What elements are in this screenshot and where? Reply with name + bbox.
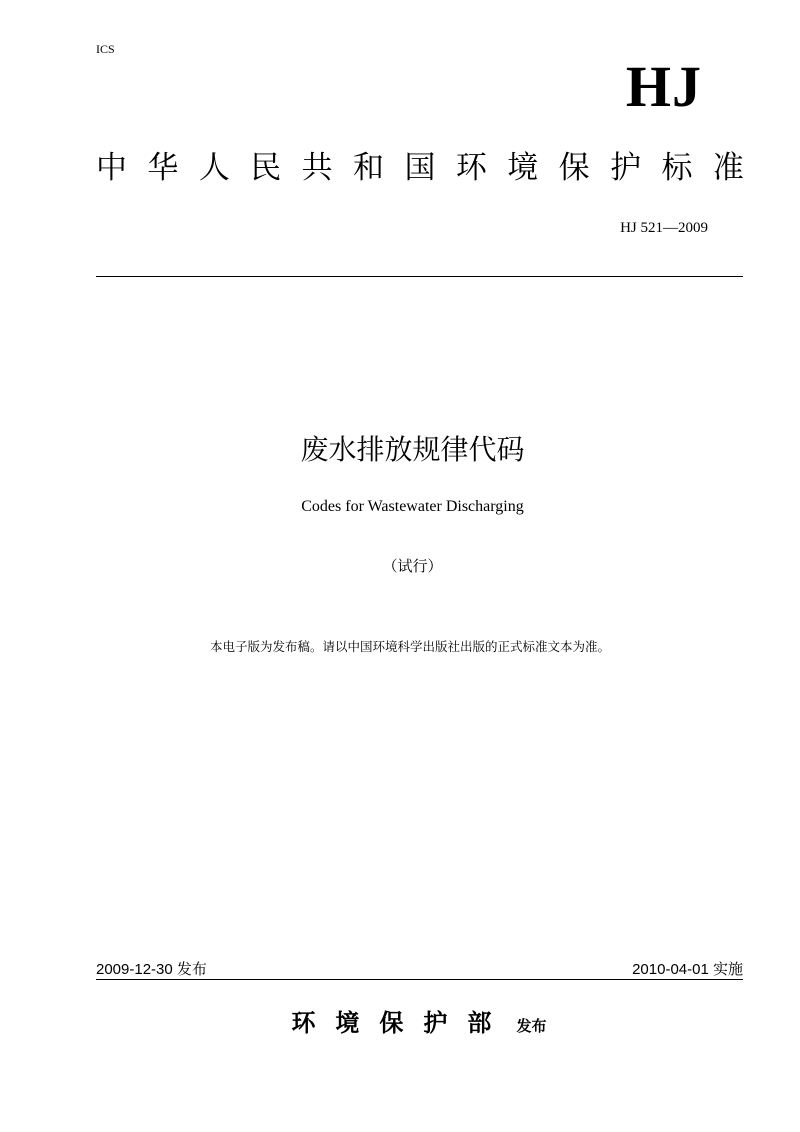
org-char: 标	[661, 150, 693, 186]
publisher-suffix: 发布	[516, 1017, 547, 1035]
hj-logo: HJ	[625, 54, 702, 119]
document-title-english: Codes for Wastewater Discharging	[301, 498, 524, 515]
org-char: 保	[558, 150, 590, 186]
org-char: 国	[404, 150, 436, 186]
publisher-name: 环境保护部	[291, 1009, 512, 1037]
org-char: 准	[712, 150, 744, 186]
org-char: 环	[455, 150, 487, 186]
org-char: 和	[353, 150, 385, 186]
org-char: 中	[96, 150, 127, 186]
implementation-date: 2010-04-01 实施	[632, 961, 743, 978]
bottom-divider	[96, 979, 743, 980]
standard-organization-heading	[96, 150, 744, 187]
ics-label: ICS	[96, 42, 115, 56]
electronic-version-notice: 本电子版为发布稿。请以中国环境科学出版社出版的正式标准文本为准。	[209, 639, 610, 654]
org-char: 共	[301, 150, 333, 186]
org-char: 护	[610, 150, 642, 186]
org-char: 华	[147, 150, 179, 186]
top-divider	[96, 276, 743, 277]
org-char: 人	[198, 150, 230, 186]
trial-label: （试行）	[382, 557, 443, 575]
document-title-chinese: 废水排放规律代码	[300, 433, 525, 466]
org-char: 民	[250, 150, 282, 186]
publisher-line	[0, 1003, 800, 1038]
issue-date: 2009-12-30 发布	[96, 961, 207, 978]
standard-number: HJ 521—2009	[620, 220, 708, 236]
org-char: 境	[507, 150, 539, 186]
